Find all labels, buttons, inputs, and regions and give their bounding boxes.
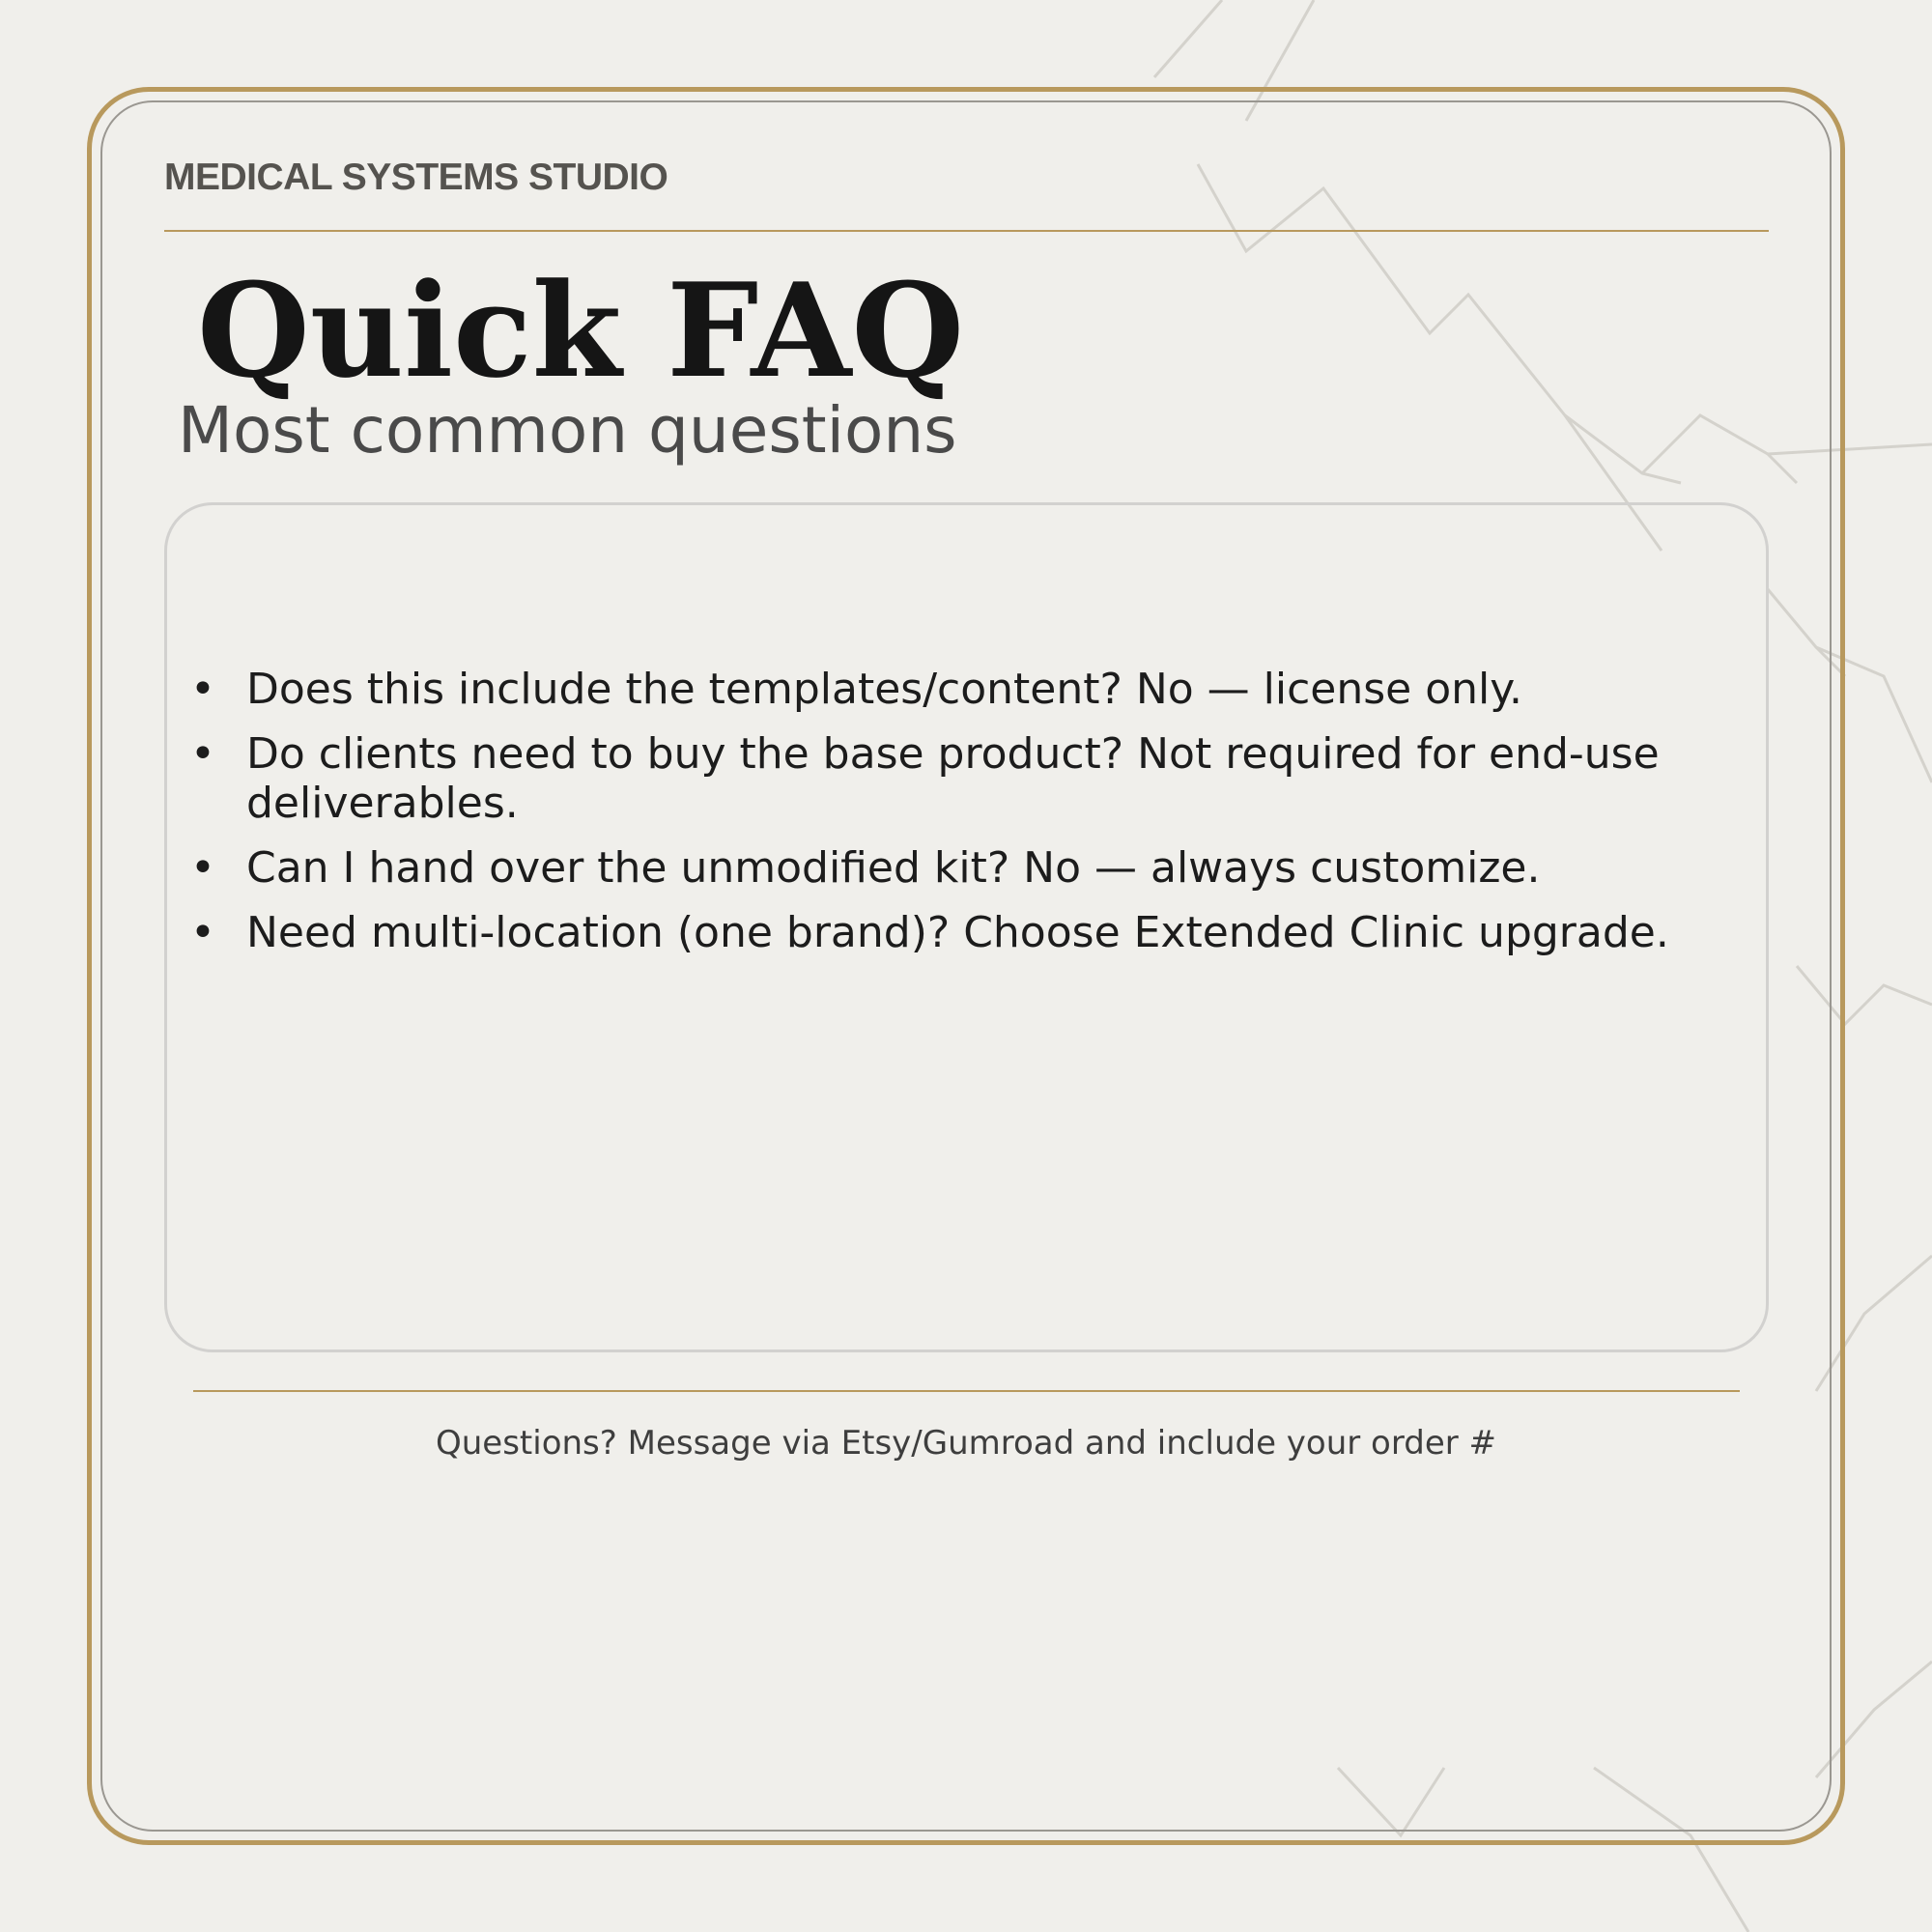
faq-item xyxy=(188,908,1734,957)
page-subtitle: Most common questions xyxy=(178,393,957,468)
page-title: Quick FAQ xyxy=(197,254,965,407)
top-divider xyxy=(164,230,1769,232)
bottom-divider xyxy=(193,1390,1740,1392)
faq-item xyxy=(188,843,1734,893)
faq-item xyxy=(188,665,1734,714)
brand-name: MEDICAL SYSTEMS STUDIO xyxy=(164,156,668,198)
bullet-icon: • xyxy=(190,729,215,779)
faq-item-text: Can I hand over the unmodified kit? No — always customize. xyxy=(246,843,1541,893)
bullet-icon: • xyxy=(190,843,215,893)
faq-item xyxy=(188,729,1734,828)
faq-item-text: Does this include the templates/content? No — license only. xyxy=(246,665,1522,714)
bullet-icon: • xyxy=(190,665,215,714)
faq-item-text: Need multi-location (one brand)? Choose Extended Clinic upgrade. xyxy=(246,908,1669,957)
bullet-icon: • xyxy=(190,908,215,957)
footer-note: Questions? Message via Etsy/Gumroad and include your order # xyxy=(435,1424,1497,1463)
faq-item-text: Do clients need to buy the base product? Not required for end-use deliverables. xyxy=(246,729,1660,828)
faq-list xyxy=(188,665,1734,973)
